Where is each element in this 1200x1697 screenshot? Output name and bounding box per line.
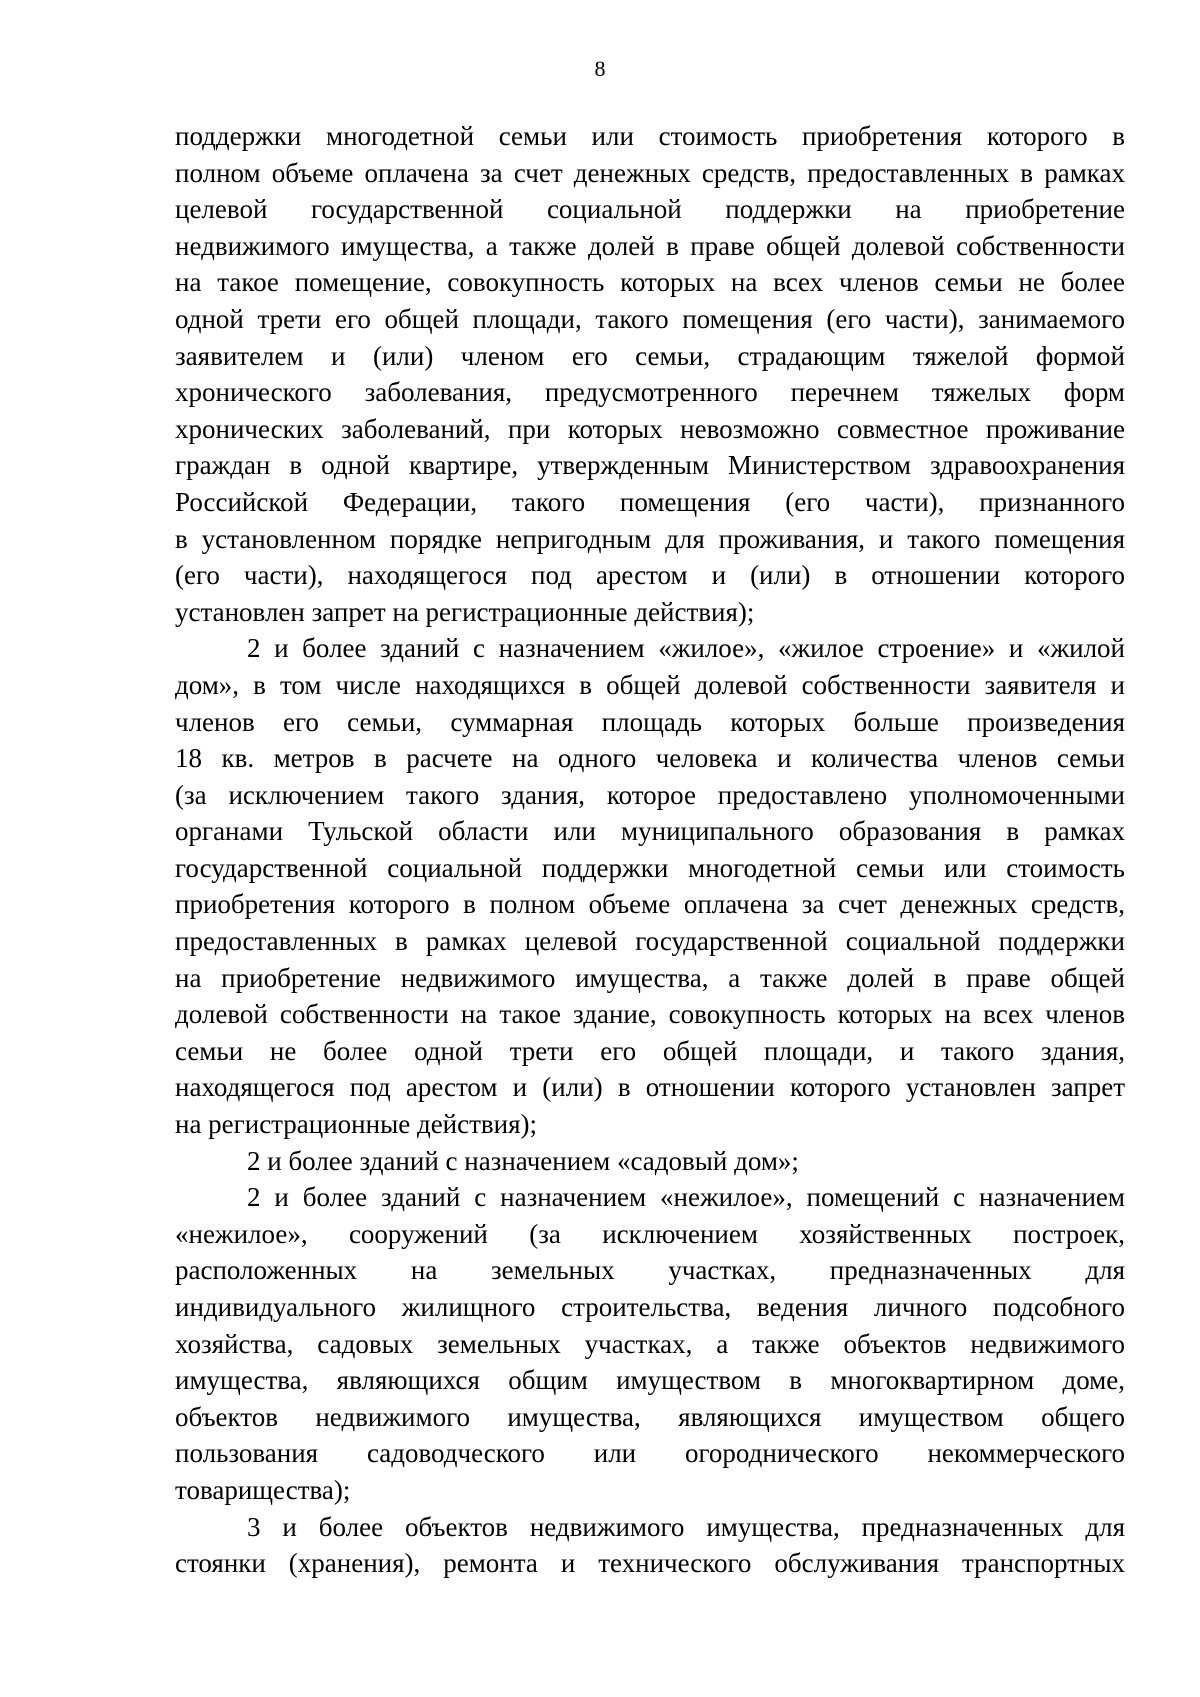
text-line: объектов недвижимого имущества, являющихся имуществом общего (175, 1401, 1125, 1432)
text-line: индивидуального жилищного строительства, ведения личного подсобного (175, 1292, 1125, 1322)
paragraph-p3 (175, 1143, 1125, 1180)
text-line: граждан в одной квартире, утвержденным Министерством здравоохранения (175, 450, 1125, 481)
text-line: на приобретение недвижимого имущества, а также долей в праве общей (175, 962, 1125, 993)
text-line: 18 кв. метров в расчете на одного человека и количества членов семьи (175, 743, 1125, 774)
text-line: приобретения которого в полном объеме оплачена за счет денежных средств, (175, 889, 1125, 920)
text-line: в установленном порядке непригодным для проживания, и такого помещения (175, 523, 1125, 554)
text-line: предоставленных в рамках целевой государственной социальной поддержки (175, 926, 1125, 957)
text-line: на такое помещение, совокупность которых на всех членов семьи не более (175, 267, 1125, 298)
text-line: целевой государственной социальной поддержки на приобретение (175, 194, 1125, 225)
text-line: хронических заболеваний, при которых невозможно совместное проживание (175, 413, 1125, 444)
text-line: органами Тульской области или муниципального образования в рамках (175, 816, 1125, 847)
paragraph-p2 (175, 630, 1125, 1142)
text-line: членов его семьи, суммарная площадь которых больше произведения (175, 706, 1125, 737)
text-line: недвижимого имущества, а также долей в праве общей долевой собственности (175, 230, 1125, 261)
text-line: семьи не более одной трети его общей площади, и такого здания, (175, 1035, 1125, 1066)
text-line: полном объеме оплачена за счет денежных средств, предоставленных в рамках (175, 157, 1125, 188)
text-line: имущества, являющихся общим имуществом в многоквартирном доме, (175, 1365, 1125, 1396)
text-line: на регистрационные действия); (175, 1109, 538, 1140)
text-line: (его части), находящегося под арестом и (или) в отношении которого (175, 560, 1125, 591)
paragraph-p4 (175, 1179, 1125, 1508)
text-line: расположенных на земельных участках, предназначенных для (175, 1255, 1125, 1286)
text-line: (за исключением такого здания, которое предоставлено уполномоченными (175, 779, 1125, 810)
text-line: 2 и более зданий с назначением «садовый дом»; (247, 1145, 799, 1176)
text-line: 3 и более объектов недвижимого имущества, предназначенных для (247, 1511, 1125, 1542)
text-line: «нежилое», сооружений (за исключением хозяйственных построек, (175, 1218, 1125, 1249)
text-line: заявителем и (или) членом его семьи, страдающим тяжелой формой (175, 340, 1125, 371)
text-line: дом», в том числе находящихся в общей долевой собственности заявителя и (175, 669, 1125, 700)
paragraph-p5 (175, 1509, 1125, 1582)
text-line: пользования садоводческого или огороднического некоммерческого (175, 1438, 1125, 1469)
text-line: государственной социальной поддержки многодетной семьи или стоимость (175, 852, 1125, 883)
text-line: 2 и более зданий с назначением «нежилое», помещений с назначением (247, 1182, 1125, 1213)
text-line: поддержки многодетной семьи или стоимость приобретения которого в (175, 121, 1125, 151)
text-line: долевой собственности на такое здание, совокупность которых на всех членов (175, 999, 1125, 1030)
text-line: хронического заболевания, предусмотренного перечнем тяжелых форм (175, 377, 1125, 408)
paragraph-p1 (175, 118, 1125, 630)
text-line: одной трети его общей площади, такого помещения (его части), занимаемого (175, 303, 1125, 334)
text-line: хозяйства, садовых земельных участках, а также объектов недвижимого (175, 1328, 1125, 1359)
text-line: Российской Федерации, такого помещения (его части), признанного (175, 486, 1125, 517)
page-number: 8 (594, 56, 606, 81)
text-line: 2 и более зданий с назначением «жилое», «жилое строение» и «жилой (247, 633, 1125, 664)
text-line: установлен запрет на регистрационные действия); (175, 596, 755, 627)
text-line: стоянки (хранения), ремонта и технического обслуживания транспортных (175, 1548, 1125, 1579)
document-body (175, 118, 1125, 1582)
text-line: находящегося под арестом и (или) в отношении которого установлен запрет (175, 1072, 1125, 1103)
text-line: товарищества); (175, 1474, 351, 1505)
